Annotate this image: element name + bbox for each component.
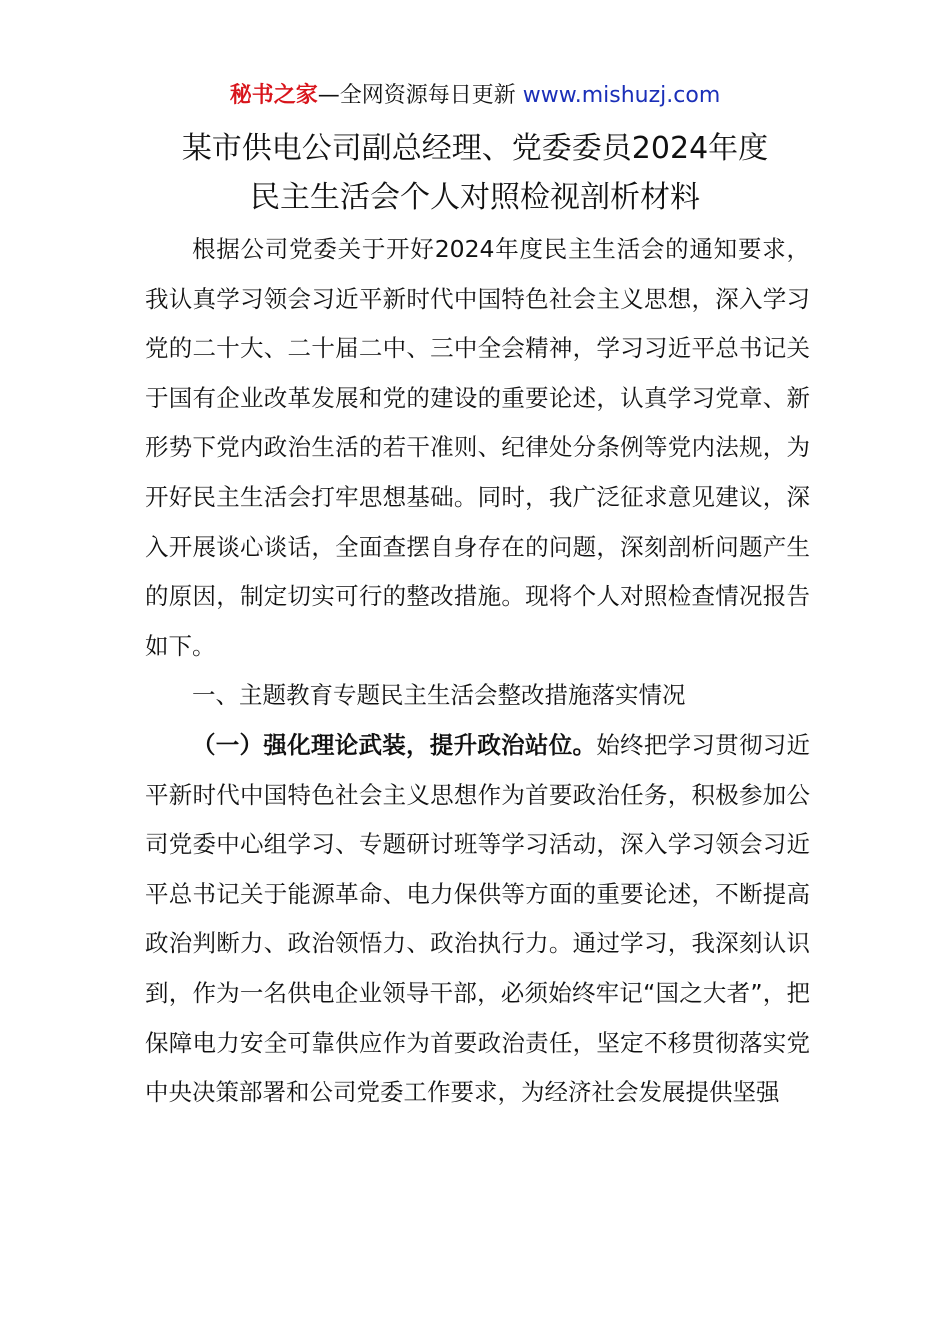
document-title-line-1: 某市供电公司副总经理、党委委员2024年度 xyxy=(181,131,769,166)
subsection-text: 始终把学习贯彻习近平新时代中国特色社会主义思想作为首要政治任务，积极参加公司党委中心组学习、专题研讨班等学习活动，深入学习领会习近平总书记关于能源革命、电力保供等方面的重要论述，不断提高政治判断力、政治领悟力、政治执行力。通过学习，我深刻认识到，作为一名供电企业领导干部，必须始终牢记“国之大者”，把保障电力安全可靠供应作为首要政治责任，坚定不移贯彻落实党中央决策部署和公司党委工作要求，为经济社会发展提供坚强 xyxy=(145,730,811,1107)
site-tagline: —全网资源每日更新 xyxy=(317,83,523,108)
site-url: www.mishuzj.com xyxy=(522,83,721,108)
subsection-heading: （一）强化理论武装，提升政治站位。 xyxy=(192,730,597,759)
document-title-line-2: 民主生活会个人对照检视剖析材料 xyxy=(250,180,700,215)
intro-paragraph: 根据公司党委关于开好2024年度民主生活会的通知要求，我认真学习领会习近平新时代中国特色社会主义思想，深入学习党的二十大、二十届二中、三中全会精神，学习习近平总书记关于国有企业改革发展和党的建设的重要论述，认真学习党章、新形势下党内政治生活的若干准则、纪律处分条例等党内法规，为开好民主生活会打牢思想基础。同时，我广泛征求意见建议，深入开展谈心谈话，全面查摆自身存在的问题，深刻剖析问题产生的原因，制定切实可行的整改措施。现将个人对照检查情况报告如下。 xyxy=(145,235,810,660)
site-header xyxy=(0,80,950,112)
subsection-paragraph xyxy=(145,721,810,1118)
site-brand: 秘书之家 xyxy=(229,83,318,108)
document-body xyxy=(145,225,810,1118)
section-heading: 一、主题教育专题民主生活会整改措施落实情况 xyxy=(192,681,686,710)
